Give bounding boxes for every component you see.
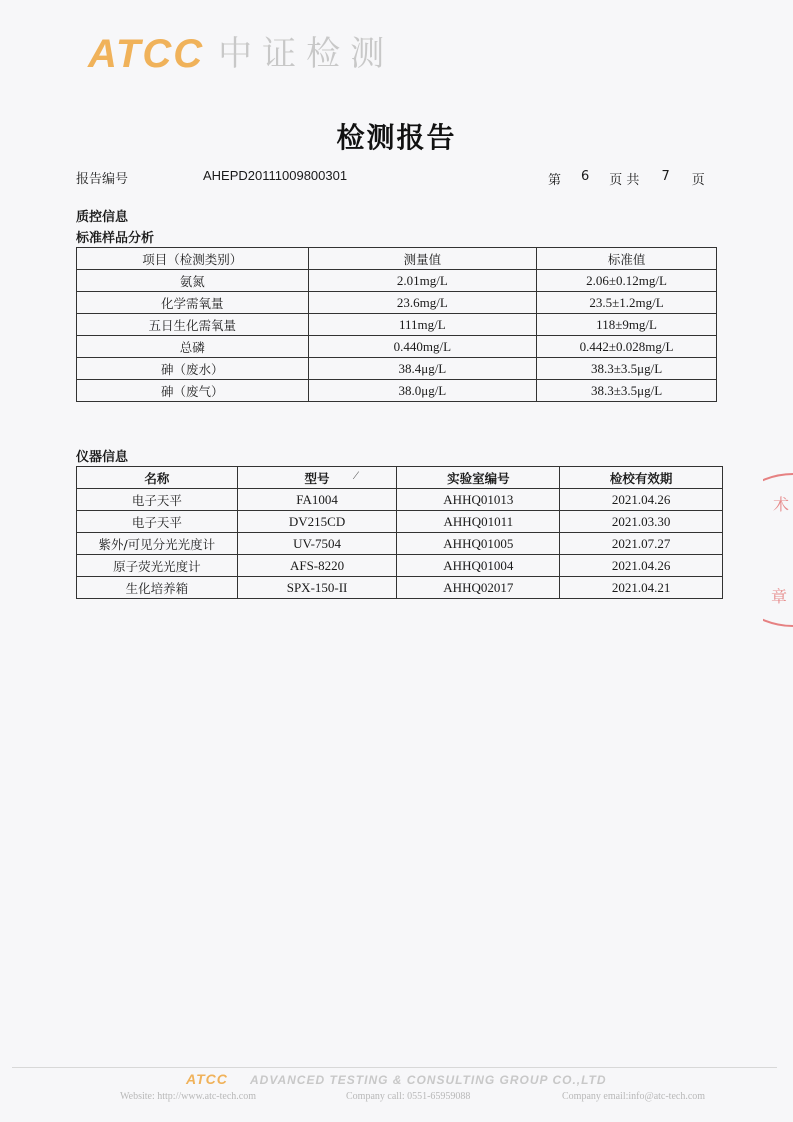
table-row: [77, 511, 723, 533]
table-cell: 紫外/可见分光光度计: [77, 533, 238, 555]
table-cell: 38.4μg/L: [308, 358, 537, 380]
footer-phone: Company call: 0551-65959088: [346, 1091, 471, 1102]
table-cell: 氨氮: [77, 270, 309, 292]
page-title: 检测报告: [336, 121, 457, 154]
table-cell: AFS-8220: [237, 555, 397, 577]
table-cell: 原子荧光光度计: [77, 555, 238, 577]
footer-website: Website: http://www.atc-tech.com: [120, 1091, 257, 1102]
table-cell: 五日生化需氧量: [77, 314, 309, 336]
page-suffix: 页: [691, 173, 705, 188]
footer-email: Company email:info@atc-tech.com: [562, 1091, 706, 1102]
svg-text:章: 章: [771, 587, 788, 606]
pen-mark: ⁄: [355, 468, 358, 482]
table-header: 项目（检测类别）: [77, 248, 309, 270]
table-cell: 0.440mg/L: [308, 336, 537, 358]
table-cell: 生化培养箱: [77, 577, 238, 599]
table-header: 检校有效期: [560, 467, 723, 489]
table-cell: SPX-150-II: [237, 577, 397, 599]
page-mid: 页 共: [609, 173, 640, 188]
seal-stamp: [763, 470, 793, 630]
logo-brand: ATCC: [88, 32, 205, 76]
footer-divider: [12, 1067, 777, 1068]
footer-brand: ATCC: [186, 1071, 228, 1087]
table-header: 名称: [77, 467, 238, 489]
table-cell: 38.3±3.5μg/L: [537, 358, 717, 380]
table-cell: 电子天平: [77, 511, 238, 533]
table-row: [77, 358, 717, 380]
report-number-label: 报告编号: [76, 172, 129, 187]
instrument-table: [76, 466, 723, 599]
footer-company-name: ADVANCED TESTING & CONSULTING GROUP CO.,LTD: [250, 1073, 607, 1087]
table-cell: 砷（废水）: [77, 358, 309, 380]
table-cell: 电子天平: [77, 489, 238, 511]
table-cell: 0.442±0.028mg/L: [537, 336, 717, 358]
table-header-row: [77, 248, 717, 270]
table-header: 型号: [237, 467, 397, 489]
table-cell: AHHQ02017: [397, 577, 560, 599]
company-logo: [88, 28, 394, 74]
table-row: [77, 270, 717, 292]
table-row: [77, 292, 717, 314]
logo-cn-name: 中证检测: [218, 34, 395, 74]
page-prefix: 第: [548, 173, 562, 188]
table-cell: AHHQ01013: [397, 489, 560, 511]
table-header-row: [77, 467, 723, 489]
table-cell: 23.6mg/L: [308, 292, 537, 314]
qc-subsection-title: 标准样品分析: [76, 231, 155, 246]
table-cell: 2.06±0.12mg/L: [537, 270, 717, 292]
table-cell: 砷（废气）: [77, 380, 309, 402]
instrument-section-title: 仪器信息: [76, 450, 129, 465]
table-cell: AHHQ01005: [397, 533, 560, 555]
table-cell: AHHQ01004: [397, 555, 560, 577]
standard-sample-table: [76, 247, 717, 402]
table-cell: 总磷: [77, 336, 309, 358]
table-cell: 38.3±3.5μg/L: [537, 380, 717, 402]
table-cell: UV-7504: [237, 533, 397, 555]
table-header: 实验室编号: [397, 467, 560, 489]
table-header: 标准值: [537, 248, 717, 270]
table-row: [77, 533, 723, 555]
report-number: AHEPD2011100980030​1: [203, 168, 348, 183]
table-header: 测量值: [308, 248, 537, 270]
svg-text:术: 术: [773, 495, 790, 514]
page-total: 7: [661, 169, 670, 184]
table-cell: FA1004: [237, 489, 397, 511]
table-cell: 38.0μg/L: [308, 380, 537, 402]
table-row: [77, 380, 717, 402]
table-row: [77, 336, 717, 358]
table-row: [77, 555, 723, 577]
page-indicator: [548, 169, 705, 188]
table-cell: 2021.03.30: [560, 511, 723, 533]
table-row: [77, 577, 723, 599]
table-row: [77, 489, 723, 511]
table-cell: 2021.04.26: [560, 555, 723, 577]
table-cell: 111mg/L: [308, 314, 537, 336]
table-cell: 2021.07.27: [560, 533, 723, 555]
page-current: 6: [581, 169, 590, 184]
table-cell: 2021.04.21: [560, 577, 723, 599]
table-row: [77, 314, 717, 336]
table-cell: DV215CD: [237, 511, 397, 533]
qc-section-title: 质控信息: [76, 210, 129, 225]
table-cell: 23.5±1.2mg/L: [537, 292, 717, 314]
table-cell: 118±9mg/L: [537, 314, 717, 336]
table-cell: 2021.04.26: [560, 489, 723, 511]
table-cell: 2.01mg/L: [308, 270, 537, 292]
table-cell: 化学需氧量: [77, 292, 309, 314]
table-cell: AHHQ01011: [397, 511, 560, 533]
